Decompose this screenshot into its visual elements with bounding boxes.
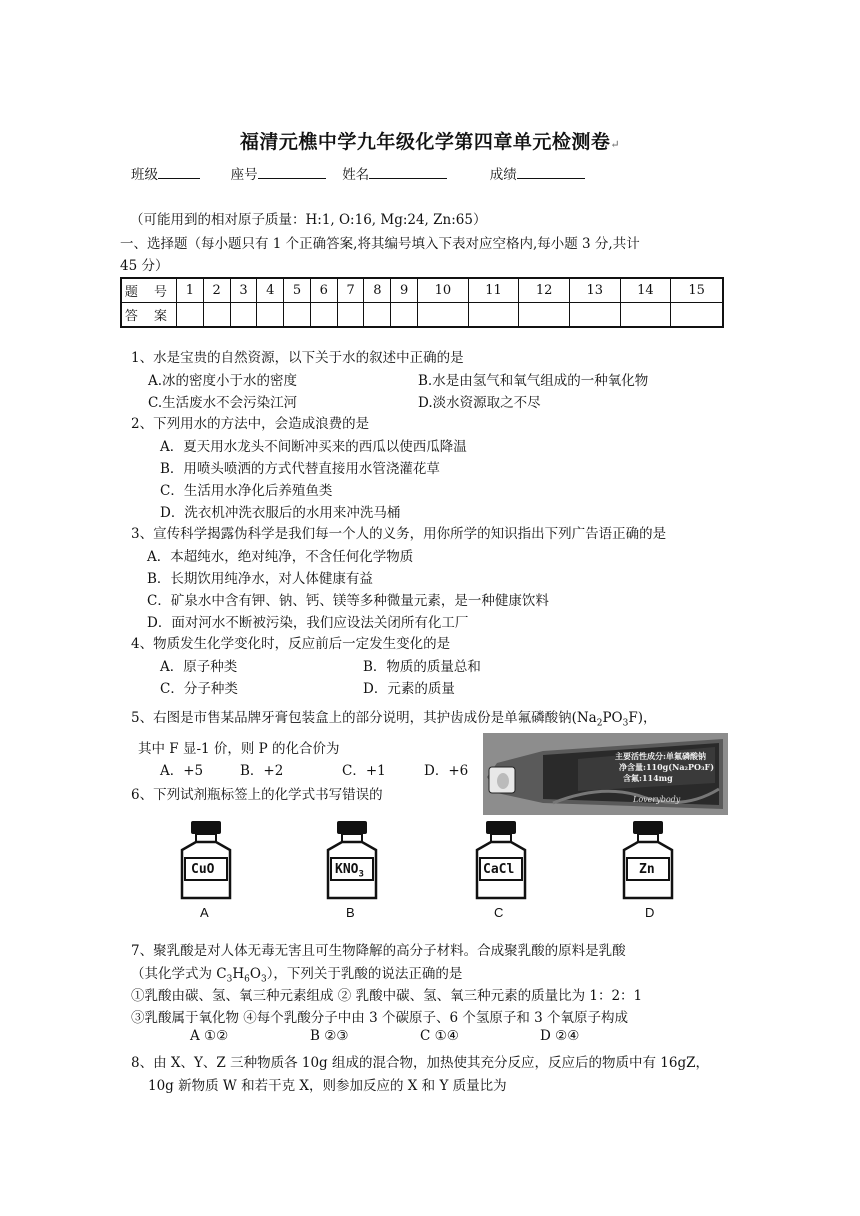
q7-line3: ①乳酸由碳、氢、氧三种元素组成 ② 乳酸中碳、氢、氧三种元素的质量比为 1：2：1 bbox=[131, 988, 643, 1004]
answer-cell[interactable] bbox=[257, 303, 284, 328]
score-field[interactable] bbox=[517, 164, 585, 179]
bottle-letter: C bbox=[494, 905, 504, 920]
q2-option-d: D．洗衣机冲洗衣服后的水用来冲洗马桶 bbox=[160, 505, 401, 521]
q1-option-a: A.冰的密度小于水的密度 bbox=[148, 373, 298, 389]
answer-cell[interactable] bbox=[203, 303, 230, 328]
q3-option-c: C．矿泉水中含有钾、钠、钙、镁等多种微量元素，是一种健康饮料 bbox=[147, 593, 549, 609]
bottle-d bbox=[619, 820, 677, 904]
bottle-a bbox=[177, 820, 235, 904]
bottle-label: CaCl bbox=[483, 862, 515, 877]
q8-line2: 10g 新物质 W 和若干克 X，则参加反应的 X 和 Y 质量比为 bbox=[148, 1078, 507, 1094]
q1-option-c: C.生活废水不会污染江河 bbox=[148, 395, 298, 411]
q3-stem: 3、宣传科学揭露伪科学是我们每一个人的义务，用你所学的知识指出下列广告语正确的是 bbox=[131, 526, 667, 542]
table-row bbox=[121, 303, 723, 328]
q5-option-b: B．+2 bbox=[240, 763, 284, 779]
row-label-number: 题 号 bbox=[121, 278, 177, 303]
q4-option-a: A．原子种类 bbox=[160, 659, 238, 675]
reagent-bottle-icon bbox=[177, 820, 235, 900]
answer-cell[interactable] bbox=[310, 303, 337, 328]
answer-table bbox=[120, 277, 724, 328]
q4-option-c: C．分子种类 bbox=[160, 681, 238, 697]
q7-option-b: B ②③ bbox=[310, 1028, 349, 1044]
answer-cell[interactable] bbox=[468, 303, 519, 328]
class-label: 班级 bbox=[131, 167, 158, 183]
bottle-c bbox=[472, 820, 530, 904]
q4-option-d: D．元素的质量 bbox=[363, 681, 455, 697]
answer-cell[interactable] bbox=[284, 303, 311, 328]
question-number: 1 bbox=[177, 278, 204, 303]
question-number: 7 bbox=[337, 278, 364, 303]
table-row bbox=[121, 278, 723, 303]
q5-stem: 5、右图是市售某品牌牙膏包装盒上的部分说明，其护齿成份是单氟磷酸钠$(Na_2PO_3F)$， bbox=[131, 710, 657, 729]
q7-stem: 7、聚乳酸是对人体无毒无害且可生物降解的高分子材料。合成聚乳酸的原料是乳酸 bbox=[131, 943, 626, 959]
question-number: 11 bbox=[468, 278, 519, 303]
bottle-b bbox=[323, 820, 381, 904]
answer-cell[interactable] bbox=[620, 303, 671, 328]
answer-cell[interactable] bbox=[519, 303, 570, 328]
bottle-label: Zn bbox=[639, 862, 655, 877]
question-number: 15 bbox=[671, 278, 723, 303]
q2-stem: 2、下列用水的方法中，会造成浪费的是 bbox=[131, 416, 370, 432]
info-row bbox=[131, 163, 585, 183]
q2-option-c: C．生活用水净化后养殖鱼类 bbox=[160, 483, 333, 499]
question-number: 3 bbox=[230, 278, 257, 303]
name-field[interactable] bbox=[369, 164, 447, 179]
question-number: 6 bbox=[310, 278, 337, 303]
score-label: 成绩 bbox=[489, 167, 517, 183]
reagent-bottle-icon bbox=[472, 820, 530, 900]
q7-option-d: D ②④ bbox=[540, 1028, 580, 1044]
atomic-masses: （可能用到的相对原子质量：H:1, O:16, Mg:24, Zn:65） bbox=[130, 212, 487, 228]
fig-line-1: 主要活性成分:单氟磷酸钠 bbox=[615, 751, 706, 761]
reagent-bottle-icon bbox=[619, 820, 677, 900]
q7-option-c: C ①④ bbox=[420, 1028, 459, 1044]
q7-option-a: A ①② bbox=[190, 1028, 229, 1044]
q1-option-b: B.水是由氢气和氧气组成的一种氧化物 bbox=[418, 373, 649, 389]
question-number: 4 bbox=[257, 278, 284, 303]
q5-option-c: C．+1 bbox=[342, 763, 386, 779]
q5-option-d: D．+6 bbox=[424, 763, 469, 779]
answer-cell[interactable] bbox=[671, 303, 723, 328]
reagent-bottle-icon bbox=[323, 820, 381, 900]
toothpaste-figure bbox=[483, 733, 728, 815]
bottle-letter: D bbox=[645, 905, 655, 920]
q8-stem: 8、由 X、Y、Z 三种物质各 10g 组成的混合物，加热使其充分反应，反应后的物质中有 16gZ， bbox=[131, 1055, 709, 1071]
question-number: 13 bbox=[569, 278, 620, 303]
q5-option-a: A．+5 bbox=[160, 763, 204, 779]
seat-label: 座号 bbox=[230, 167, 258, 183]
q3-option-b: B．长期饮用纯净水，对人体健康有益 bbox=[147, 571, 373, 587]
section1-intro-2: 45 分） bbox=[120, 258, 169, 274]
q3-option-d: D．面对河水不断被污染，我们应设法关闭所有化工厂 bbox=[147, 615, 469, 631]
toothpaste-tube-icon bbox=[483, 733, 728, 815]
q3-option-a: A．本超纯水，绝对纯净，不含任何化学物质 bbox=[147, 549, 414, 565]
q2-option-a: A．夏天用水龙头不间断冲买来的西瓜以使西瓜降温 bbox=[160, 439, 467, 455]
answer-cell[interactable] bbox=[230, 303, 257, 328]
answer-cell[interactable] bbox=[177, 303, 204, 328]
q7-line2: （其化学式为 $C_3H_6O_3$），下列关于乳酸的说法正确的是 bbox=[131, 966, 463, 985]
q1-stem: 1、水是宝贵的自然资源，以下关于水的叙述中正确的是 bbox=[131, 350, 464, 366]
fig-brand: Loverybody bbox=[633, 795, 681, 804]
fig-line-3: 含氟:114mg bbox=[623, 773, 673, 783]
question-number: 5 bbox=[284, 278, 311, 303]
answer-cell[interactable] bbox=[391, 303, 418, 328]
q4-option-b: B．物质的质量总和 bbox=[363, 659, 481, 675]
name-label: 姓名 bbox=[342, 167, 370, 183]
row-label-answer: 答 案 bbox=[121, 303, 177, 328]
bottle-letter: A bbox=[200, 905, 209, 920]
fig-line-2: 净含量:110g(Na₂PO₃F) bbox=[619, 762, 714, 772]
question-number: 14 bbox=[620, 278, 671, 303]
bottle-label: CuO bbox=[191, 862, 215, 877]
q5-line2: 其中 F 显-1 价，则 P 的化合价为 bbox=[138, 741, 340, 757]
seat-field[interactable] bbox=[258, 164, 326, 179]
bottle-letter: B bbox=[346, 905, 355, 920]
question-number: 9 bbox=[391, 278, 418, 303]
bottle-label: $KNO_3$ bbox=[335, 862, 364, 880]
question-number: 10 bbox=[418, 278, 469, 303]
q7-line4: ③乳酸属于氧化物 ④每个乳酸分子中由 3 个碳原子、6 个氢原子和 3 个氧原子构成 bbox=[131, 1010, 629, 1026]
q2-option-b: B．用喷头喷洒的方式代替直接用水管浇灌花草 bbox=[160, 461, 440, 477]
q1-option-d: D.淡水资源取之不尽 bbox=[418, 395, 541, 411]
q4-stem: 4、物质发生化学变化时，反应前后一定发生变化的是 bbox=[131, 636, 451, 652]
q6-stem: 6、下列试剂瓶标签上的化学式书写错误的 bbox=[131, 787, 383, 803]
answer-cell[interactable] bbox=[337, 303, 364, 328]
question-number: 8 bbox=[364, 278, 391, 303]
section1-intro-1: 一、选择题（每小题只有 1 个正确答案,将其编号填入下表对应空格内,每小题 3 分,共计 bbox=[120, 236, 640, 252]
question-number: 12 bbox=[519, 278, 570, 303]
class-field[interactable] bbox=[158, 164, 200, 179]
answer-cell[interactable] bbox=[569, 303, 620, 328]
question-number: 2 bbox=[203, 278, 230, 303]
answer-cell[interactable] bbox=[364, 303, 391, 328]
page-title: 福清元樵中学九年级化学第四章单元检测卷↵ bbox=[239, 131, 621, 153]
answer-cell[interactable] bbox=[418, 303, 469, 328]
paragraph-mark-icon: ↵ bbox=[610, 138, 621, 151]
